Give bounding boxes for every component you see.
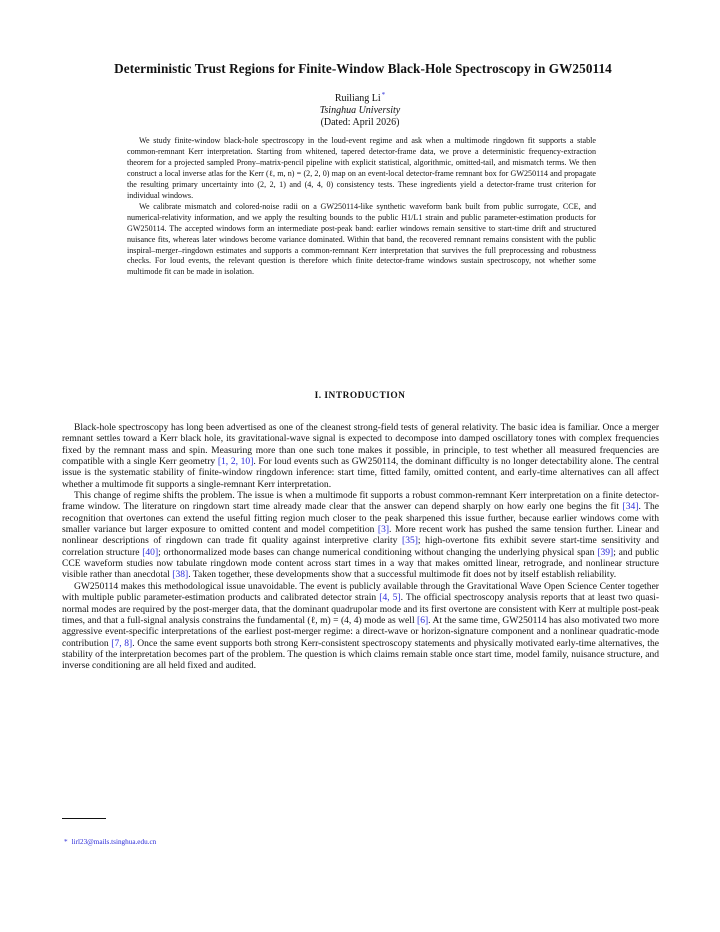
- citation-link[interactable]: [4, 5]: [379, 592, 401, 604]
- abstract-paragraph: We calibrate mismatch and colored-noise radii on a GW250114-like synthetic waveform bank built from public surrogate, CCE, and numerical-relativity information, and we apply the resulting bounds to the public H1/L1 strain and public parameter-estimation products for GW250114. The accepted windows form an intermediate post-peak band: earlier windows remain sensitive to start-time drift and structured nuisance fits, whereas later windows become variance dominated. Within that band, the recovered remnant remains consistent with the public inspiral–merger–ringdown estimates and supports a common-remnant Kerr interpretation that survives the full preprocessing and robustness checks. For loud events, the relevant question is therefore which finite detector-frame windows sustain spectroscopy, not whether some multimode fit can be made in isolation.: [127, 201, 596, 277]
- author-name: Ruiliang Li: [334, 93, 381, 104]
- introduction-body: [62, 422, 659, 672]
- abstract: [127, 136, 596, 278]
- author-block: [0, 89, 720, 130]
- citation-link[interactable]: [3]: [377, 524, 390, 536]
- body-paragraph: [62, 490, 659, 581]
- citation-link[interactable]: [34]: [622, 501, 639, 513]
- date-line: (Dated: April 2026): [320, 117, 400, 129]
- body-text-run: This change of regime shifts the problem. The issue is when a multimode fit supports a robust common-remnant Kerr interpretation on a finite detector-frame window. The literature on ringdown start time already made clear that the answer can depend sharply on how early one begins the fit: [62, 490, 659, 513]
- arxiv-identifier-stamp: [20, 262, 50, 622]
- body-text-run: ; and public CCE waveform studies now tabulate ringdown mode content across start times in a way that makes omitted linear, retrograde, and nonlinear structure visible rather than anecdotal: [62, 546, 659, 581]
- body-text-run: . The recognition that overtones can extend the useful fitting region much closer to the peak sharpened this issue further, because earlier windows come with smaller variance but larger exposure to omitted content and model competition: [62, 501, 659, 536]
- body-paragraph: [62, 581, 659, 672]
- author-footnote-mark[interactable]: *: [381, 91, 386, 99]
- footnote-rule: [62, 818, 106, 819]
- citation-link[interactable]: [40]: [142, 546, 159, 558]
- citation-link[interactable]: [7, 8]: [111, 637, 133, 649]
- citation-link[interactable]: [39]: [597, 546, 614, 558]
- citation-link[interactable]: [1, 2, 10]: [217, 456, 254, 468]
- body-text-run: Black-hole spectroscopy has long been advertised as one of the cleanest strong-field tests of general relativity. The basic idea is familiar. Once a merger remnant settles toward a Kerr black hole, its gravitational-wave signal is expected to decompose into damped oscillatory tones with complex frequencies fixed by the remnant mass and spin. Measuring more than one such tone makes it possible, in principle, to test whether all measured frequencies are compatible with a single Kerr geometry: [62, 422, 659, 468]
- body-text-run: . More recent work has pushed the same tension further. Linear and nonlinear descriptions of ringdown can trade fit quality against interpretive clarity: [62, 524, 659, 547]
- citation-link[interactable]: [35]: [402, 535, 418, 547]
- citation-link[interactable]: [38]: [172, 569, 189, 581]
- body-text-run: GW250114 makes this methodological issue unavoidable. The event is publicly available through the Gravitational Wave Open Science Center together with multiple public parameter-estimation products and calibrated detector strain: [62, 580, 659, 604]
- author-affiliation: Tsinghua University: [319, 105, 401, 117]
- paper-title: Deterministic Trust Regions for Finite-Window Black-Hole Spectroscopy in GW250114: [114, 61, 612, 76]
- body-text-run: ; orthonormalized mode bases can change numerical conditioning without changing the underlying physical span: [158, 546, 598, 558]
- body-text-run: . Once the same event supports both strong Kerr-consistent spectroscopy statements and physically motivated early-time alternatives, the stability of the interpretation becomes part of the problem. The question is which claims remain stable once start time, model family, nuisance structure, and inverse conditioning are all held fixed and audited.: [62, 637, 659, 672]
- body-paragraph: [62, 422, 659, 490]
- body-text-run: . The official spectroscopy analysis reports that at least two quasi-normal modes are required by the post-merger data, that the dominant quadrupolar mode and its first overtone are consistent with Kerr at multiple post-peak times, and that a full-signal analysis constrains the fundamental (ℓ, m) = (4, 4) mode as well: [62, 592, 659, 626]
- footnote: [64, 838, 156, 846]
- body-text-run: ; high-overtone fits exhibit severe start-time sensitivity and correlation structure: [62, 535, 659, 558]
- author-line: [0, 89, 720, 105]
- body-text-run: . For loud events such as GW250114, the dominant difficulty is no longer detectability alone. The central issue is the systematic stability of finite-window ringdown inference: start time, fitted family, omitted content, and early-time alternatives can all affect whether a multimode fit supports a single-remnant Kerr interpretation.: [62, 456, 660, 490]
- body-text-run: . At the same time, GW250114 has also motivated two more aggressive event-specific interpretations of the earliest post-merger regime: a direct-wave or horizon-signature component and a nonlinear quadratic-mode contribution: [62, 614, 659, 649]
- author-email-link[interactable]: lirl23@mails.tsinghua.edu.cn: [71, 838, 157, 846]
- body-text-run: . Taken together, these developments show that a successful multimode fit does not by itself establish reliability.: [188, 569, 617, 581]
- citation-link[interactable]: [6]: [417, 614, 429, 626]
- abstract-paragraph: We study finite-window black-hole spectroscopy in the loud-event regime and ask when a multimode ringdown fit supports a stable common-remnant Kerr interpretation. Starting from whitened, tapered detector-frame data, we prove a deterministic frequency-extraction theorem for a projected sampled Prony–matrix-pencil pipeline with explicit statistical, algorithmic, omitted-tail, and mismatch terms. We then construct a local inverse atlas for the Kerr (ℓ, m, n) = (2, 2, 0) map on an event-local detector-frame remnant box for GW250114 and propagate the resulting primary uncertainty into (2, 2, 1) and (4, 4, 0) consistency tests. These ingredients yield a detector-frame trust criterion for individual windows.: [127, 136, 596, 200]
- section-heading-introduction: I. INTRODUCTION: [314, 391, 406, 401]
- footnote-mark: *: [64, 838, 68, 846]
